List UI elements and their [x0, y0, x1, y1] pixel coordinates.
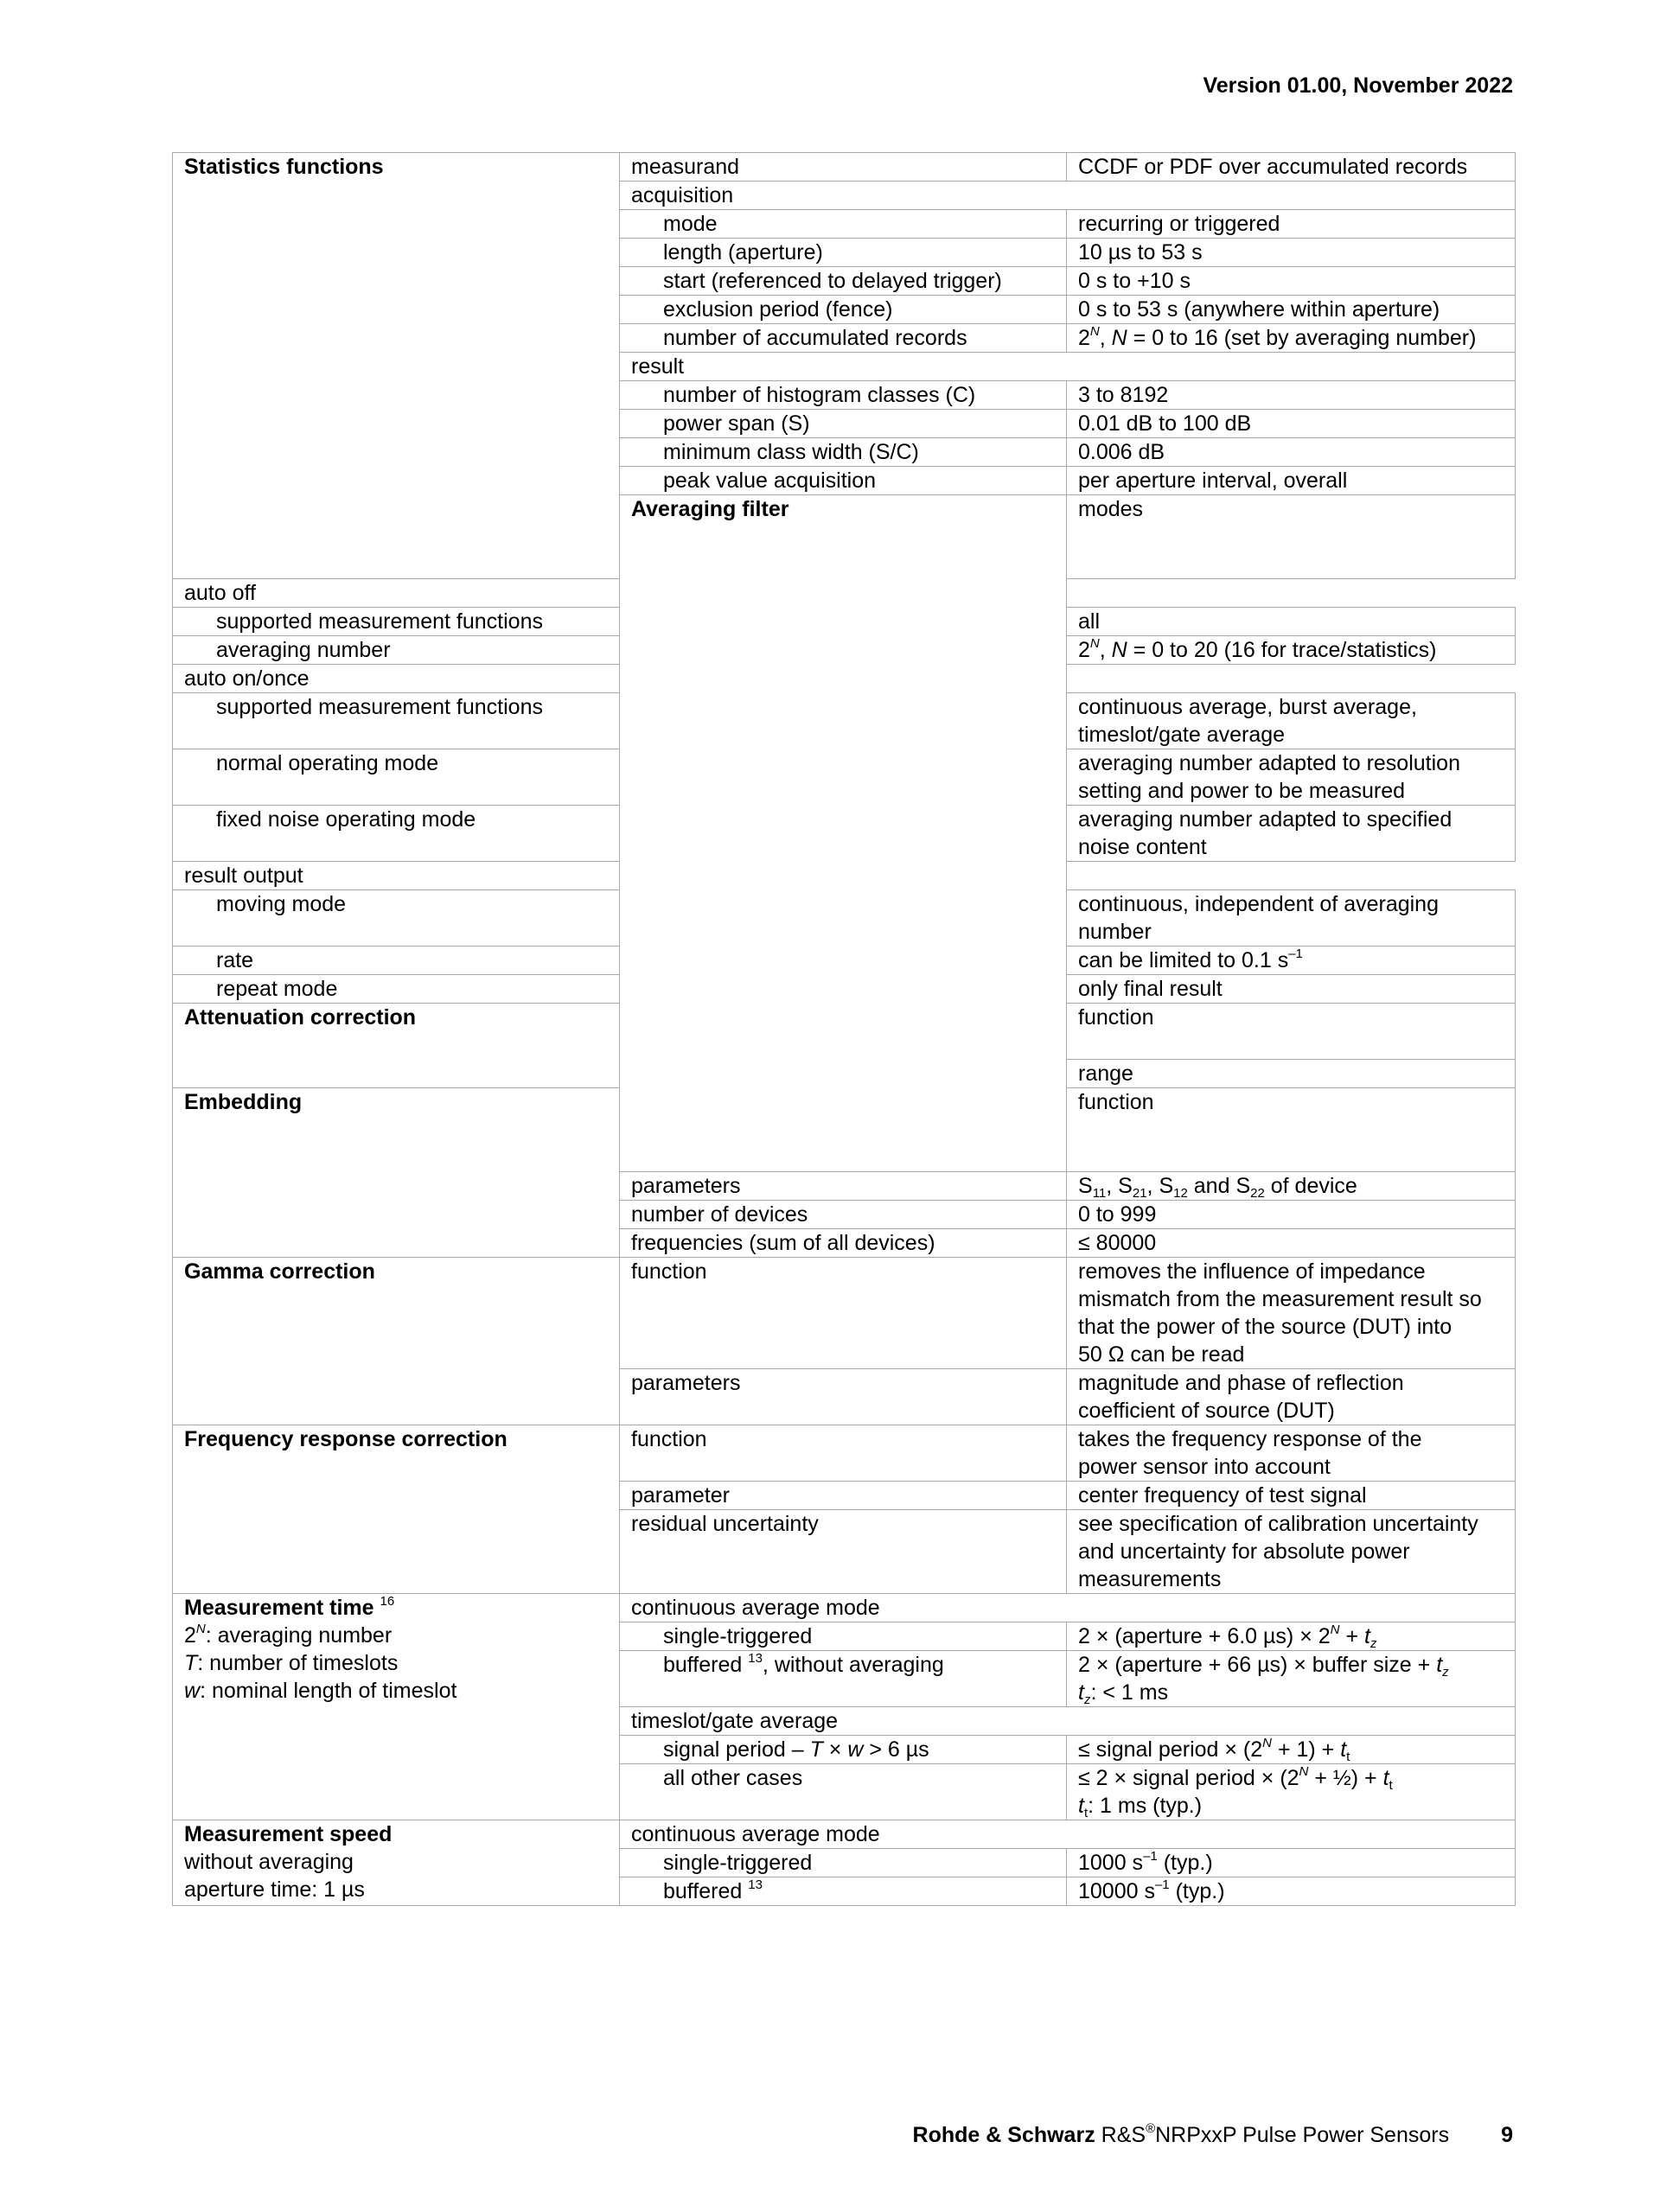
table-row — [173, 1425, 1516, 1482]
param-label: parameters — [620, 1172, 1067, 1201]
text-line: magnitude and phase of reflection — [1078, 1371, 1404, 1395]
table-row — [173, 1820, 1516, 1849]
param-label-text: averaging number — [216, 638, 391, 662]
text: N — [1330, 1622, 1340, 1637]
param-value — [1067, 1849, 1516, 1877]
param-label — [620, 1736, 1067, 1764]
table-row — [173, 665, 1516, 693]
text-line: continuous, independent of averaging — [1078, 892, 1439, 916]
param-label — [620, 324, 1067, 353]
page-footer — [912, 2120, 1513, 2148]
param-label — [620, 1877, 1067, 1906]
param-value — [1067, 947, 1516, 975]
param-value — [1067, 749, 1516, 806]
param-label-text: supported measurement functions — [216, 695, 543, 719]
category-statistics-functions — [173, 153, 620, 579]
param-value: 3 to 8192 — [1067, 381, 1516, 410]
text: and — [1187, 1174, 1236, 1198]
text-line: takes the frequency response of the — [1078, 1427, 1422, 1451]
text: NRPxxP Pulse Power Sensors — [1155, 2123, 1450, 2147]
param-label-text: number of accumulated records — [663, 326, 967, 350]
text: × — [822, 1737, 848, 1762]
param-group-label: auto on/once — [173, 665, 1067, 693]
text-line — [1078, 1651, 1503, 1679]
text: N — [1299, 1763, 1309, 1779]
table-row — [173, 1594, 1516, 1622]
text: , without averaging — [762, 1653, 944, 1677]
param-value: 0 s to 53 s (anywhere within aperture) — [1067, 296, 1516, 324]
text: z — [1442, 1665, 1449, 1680]
text: + ½) + — [1308, 1766, 1383, 1790]
param-group-label: result output — [173, 862, 1067, 890]
param-value — [1067, 1622, 1516, 1651]
param-label-text: minimum class width (S/C) — [663, 440, 919, 464]
param-label-text: supported measurement functions — [216, 609, 543, 634]
text: N — [1262, 1735, 1272, 1750]
param-label — [620, 438, 1067, 467]
category-label: Frequency response correction — [184, 1427, 508, 1451]
page-header-version: Version 01.00, November 2022 — [1203, 73, 1513, 98]
param-value — [1067, 1736, 1516, 1764]
footer-product — [1095, 2120, 1450, 2147]
table-row — [173, 1258, 1516, 1369]
text: 10000 s — [1078, 1879, 1155, 1903]
param-label — [173, 636, 620, 665]
param-label-text: repeat mode — [216, 977, 338, 1001]
text: –1 — [1143, 1848, 1158, 1864]
param-value — [1067, 1510, 1516, 1594]
text: t — [1436, 1653, 1443, 1677]
text: w — [184, 1679, 201, 1703]
param-value: 0 to 999 — [1067, 1201, 1516, 1229]
text: S — [1118, 1174, 1133, 1198]
category-label: Averaging filter — [631, 497, 789, 521]
category-note: without averaging — [184, 1850, 354, 1874]
table-row — [173, 862, 1516, 890]
param-value: 0.01 dB to 100 dB — [1067, 410, 1516, 438]
text: T — [184, 1651, 198, 1675]
category-note — [184, 1622, 607, 1649]
param-label — [620, 1764, 1067, 1820]
param-label: range — [1067, 1060, 1516, 1088]
text: 2 — [1078, 638, 1090, 662]
category-frequency-response-correction — [173, 1425, 620, 1594]
param-value — [1067, 1258, 1516, 1369]
param-label — [620, 1622, 1067, 1651]
text: buffered — [663, 1653, 749, 1677]
specifications-table — [172, 152, 1516, 1906]
text-line: number — [1078, 920, 1152, 944]
param-label: function — [1067, 1004, 1516, 1060]
text: t — [1078, 1680, 1084, 1705]
text: buffered — [663, 1879, 749, 1903]
text-line: averaging number adapted to specified — [1078, 807, 1452, 832]
param-value: CCDF or PDF over accumulated records — [1067, 153, 1516, 182]
text: : 1 ms (typ.) — [1088, 1794, 1203, 1818]
text: S — [1078, 1174, 1093, 1198]
param-value — [1067, 1877, 1516, 1906]
param-group-label: result — [620, 353, 1516, 381]
text-line: removes the influence of impedance — [1078, 1259, 1426, 1284]
text: N — [195, 1621, 206, 1636]
text: of device — [1264, 1174, 1357, 1198]
param-label — [620, 1651, 1067, 1707]
param-group-label: continuous average mode — [620, 1820, 1516, 1849]
registered-mark: ® — [1146, 2120, 1156, 2136]
text: –1 — [1154, 1877, 1170, 1892]
text: , — [1099, 326, 1112, 350]
text: t — [1364, 1624, 1370, 1648]
category-embedding — [173, 1088, 620, 1258]
text-line: that the power of the source (DUT) into — [1078, 1315, 1452, 1339]
param-label: parameter — [620, 1482, 1067, 1510]
text: T — [809, 1737, 823, 1762]
param-value — [1067, 693, 1516, 749]
param-label — [620, 381, 1067, 410]
param-label — [620, 1849, 1067, 1877]
footnote-ref: 13 — [748, 1650, 763, 1666]
text: t — [1340, 1737, 1347, 1762]
param-label — [173, 975, 620, 1004]
param-label-text: length (aperture) — [663, 240, 823, 265]
text: (typ.) — [1157, 1851, 1213, 1875]
text: –1 — [1288, 946, 1303, 961]
text: + — [1339, 1624, 1364, 1648]
text: t — [1083, 1806, 1089, 1820]
param-label-text: moving mode — [216, 892, 347, 916]
text: 22 — [1250, 1186, 1265, 1201]
param-value: ≤ 80000 — [1067, 1229, 1516, 1258]
param-value: all — [1067, 608, 1516, 636]
param-label-text: fixed noise operating mode — [216, 807, 476, 832]
text: N — [1089, 635, 1100, 651]
param-label — [620, 267, 1067, 296]
category-label: Measurement time — [184, 1596, 374, 1620]
text-line: see specification of calibration uncertainty — [1078, 1512, 1478, 1536]
text-line: coefficient of source (DUT) — [1078, 1399, 1335, 1423]
param-value — [1067, 1172, 1516, 1201]
param-label — [620, 410, 1067, 438]
param-label-text: start (referenced to delayed trigger) — [663, 269, 1002, 293]
category-measurement-time — [173, 1594, 620, 1820]
param-value — [1067, 636, 1516, 665]
category-attenuation-correction — [173, 1004, 620, 1088]
text: 1000 s — [1078, 1851, 1144, 1875]
text: + 1) + — [1272, 1737, 1341, 1762]
category-title — [184, 1594, 607, 1622]
category-label: Attenuation correction — [184, 1005, 417, 1030]
text: w — [847, 1737, 864, 1762]
text-line: 50 Ω can be read — [1078, 1342, 1245, 1367]
param-label: measurand — [620, 153, 1067, 182]
param-label — [173, 693, 620, 749]
param-value: 0 s to +10 s — [1067, 267, 1516, 296]
category-label: Measurement speed — [184, 1822, 393, 1846]
param-label — [173, 947, 620, 975]
param-value: 10 µs to 53 s — [1067, 239, 1516, 267]
text-line — [1078, 1679, 1503, 1706]
text: : number of timeslots — [197, 1651, 399, 1675]
param-label-text — [631, 1877, 763, 1905]
text: (typ.) — [1169, 1879, 1225, 1903]
text-line: mismatch from the measurement result so — [1078, 1287, 1482, 1311]
text: t — [1078, 1794, 1084, 1818]
param-label: function — [620, 1258, 1067, 1369]
param-value: recurring or triggered — [1067, 210, 1516, 239]
param-label-text: peak value acquisition — [663, 469, 876, 493]
text-line — [1078, 1764, 1503, 1792]
text: S — [1159, 1174, 1174, 1198]
text: = 0 to 16 (set by averaging number) — [1127, 326, 1477, 350]
text: = 0 to 20 (16 for trace/statistics) — [1127, 638, 1437, 662]
text-line: continuous average, burst average, — [1078, 695, 1417, 719]
param-label-text: exclusion period (fence) — [663, 297, 893, 322]
param-value — [1067, 324, 1516, 353]
text-line: noise content — [1078, 835, 1207, 859]
param-label: modes — [1067, 495, 1516, 579]
param-label: function — [1067, 1088, 1516, 1172]
text: z — [1083, 1692, 1091, 1707]
param-label-text: single-triggered — [663, 1624, 813, 1648]
category-label: Statistics functions — [184, 155, 384, 179]
footer-brand: Rohde & Schwarz — [912, 2123, 1095, 2147]
param-value — [1067, 1651, 1516, 1707]
text: 11 — [1092, 1186, 1107, 1201]
param-group-label: timeslot/gate average — [620, 1707, 1516, 1736]
text: signal period – — [663, 1737, 810, 1762]
category-label: Embedding — [184, 1090, 303, 1114]
category-note: aperture time: 1 µs — [184, 1877, 365, 1902]
text: : nominal length of timeslot — [200, 1679, 457, 1703]
text: , — [1146, 1174, 1159, 1198]
text-line: power sensor into account — [1078, 1455, 1331, 1479]
param-label — [620, 239, 1067, 267]
text: , — [1106, 1174, 1119, 1198]
category-note — [184, 1677, 607, 1705]
footnote-ref: 13 — [748, 1877, 763, 1892]
text: N — [1111, 638, 1127, 662]
text: 21 — [1132, 1186, 1147, 1201]
text-line: and uncertainty for absolute power — [1078, 1539, 1410, 1564]
param-label — [173, 806, 620, 862]
param-value: only final result — [1067, 975, 1516, 1004]
param-group-label: acquisition — [620, 182, 1516, 210]
text: > 6 µs — [863, 1737, 929, 1762]
param-label-text: number of histogram classes (C) — [663, 383, 976, 407]
param-label — [620, 296, 1067, 324]
param-group-label: auto off — [173, 579, 1067, 608]
text: z — [1370, 1636, 1377, 1651]
param-label — [173, 890, 620, 947]
param-label: number of devices — [620, 1201, 1067, 1229]
param-label — [173, 749, 620, 806]
table-row — [173, 153, 1516, 182]
footnote-ref: 16 — [380, 1593, 395, 1609]
text: 2 — [184, 1623, 196, 1648]
text: R&S — [1095, 2123, 1146, 2147]
text: 2 × (aperture + 66 µs) × buffer size + — [1078, 1653, 1437, 1677]
param-label — [173, 608, 620, 636]
text-line — [1078, 1792, 1503, 1820]
text-line: measurements — [1078, 1567, 1222, 1591]
param-value — [1067, 806, 1516, 862]
param-label: frequencies (sum of all devices) — [620, 1229, 1067, 1258]
param-label-text: normal operating mode — [216, 751, 439, 775]
text: N — [1089, 323, 1100, 339]
param-label: function — [620, 1425, 1067, 1482]
text: can be limited to 0.1 s — [1078, 948, 1289, 972]
param-value — [1067, 890, 1516, 947]
text: 2 × (aperture + 6.0 µs) × 2 — [1078, 1624, 1331, 1648]
param-label-text: rate — [216, 948, 254, 972]
category-label: Gamma correction — [184, 1259, 375, 1284]
text-line: averaging number adapted to resolution — [1078, 751, 1460, 775]
category-gamma-correction — [173, 1258, 620, 1425]
text: t — [1382, 1766, 1389, 1790]
text: S — [1235, 1174, 1251, 1198]
param-value — [1067, 1369, 1516, 1425]
text: 2 — [1078, 326, 1090, 350]
text: ≤ 2 × signal period × (2 — [1078, 1766, 1299, 1790]
param-label: residual uncertainty — [620, 1510, 1067, 1594]
text-line: setting and power to be measured — [1078, 779, 1406, 803]
text: : < 1 ms — [1090, 1680, 1169, 1705]
param-label-text: single-triggered — [663, 1851, 813, 1875]
category-measurement-speed — [173, 1820, 620, 1906]
param-value: per aperture interval, overall — [1067, 467, 1516, 495]
param-label — [620, 467, 1067, 495]
param-label-text: mode — [663, 212, 718, 236]
param-label — [620, 210, 1067, 239]
text: ≤ signal period × (2 — [1078, 1737, 1263, 1762]
text: t — [1346, 1750, 1350, 1764]
param-label-text — [631, 1651, 944, 1679]
param-value — [1067, 1425, 1516, 1482]
table-row — [173, 579, 1516, 608]
text: : averaging number — [205, 1623, 393, 1648]
param-label-text — [631, 1736, 929, 1763]
param-value: center frequency of test signal — [1067, 1482, 1516, 1510]
text: 12 — [1173, 1186, 1188, 1201]
category-note — [184, 1649, 607, 1677]
param-label-text: power span (S) — [663, 411, 810, 436]
text: N — [1111, 326, 1127, 350]
text-line: timeslot/gate average — [1078, 723, 1286, 747]
param-value — [1067, 1764, 1516, 1820]
text: , — [1099, 638, 1112, 662]
param-value: 0.006 dB — [1067, 438, 1516, 467]
text: t — [1389, 1778, 1393, 1793]
page-number: 9 — [1501, 2123, 1513, 2147]
param-label-text: all other cases — [663, 1766, 803, 1790]
param-label: parameters — [620, 1369, 1067, 1425]
param-group-label: continuous average mode — [620, 1594, 1516, 1622]
